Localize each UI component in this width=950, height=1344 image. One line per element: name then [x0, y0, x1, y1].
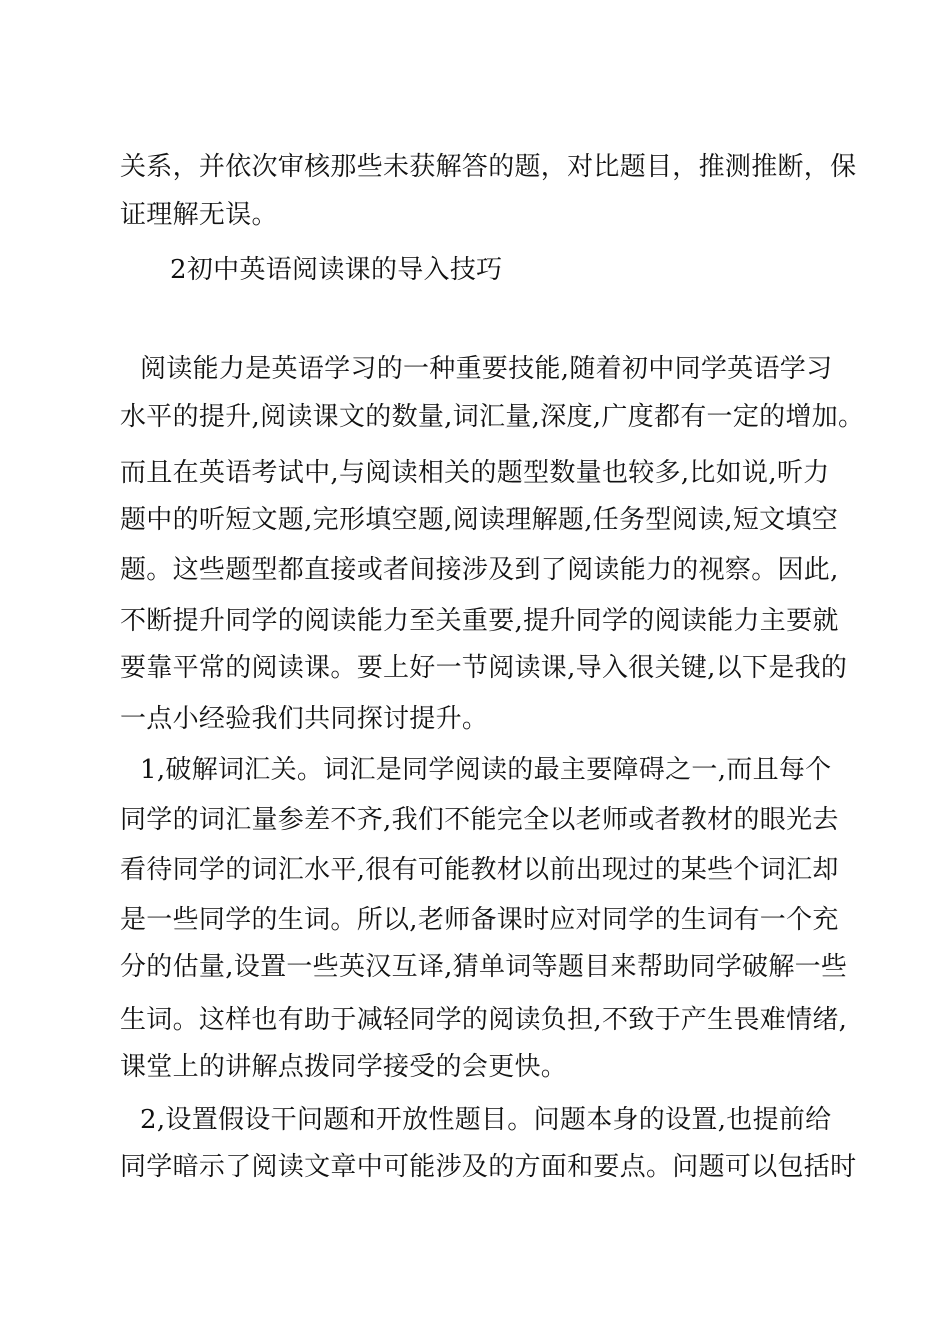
text-line: 1,破解词汇关。词汇是同学阅读的最主要障碍之一,而且每个 — [140, 755, 832, 785]
text-line: 题。这些题型都直接或者间接涉及到了阅读能力的视察。因此, — [120, 555, 839, 585]
text-line: 分的估量,设置一些英汉互译,猜单词等题目来帮助同学破解一些 — [120, 952, 848, 982]
text-line: 2,设置假设干问题和开放性题目。问题本身的设置,也提前给 — [140, 1105, 832, 1135]
text-line: 生词。这样也有助于减轻同学的阅读负担,不致于产生畏难情绪, — [120, 1005, 848, 1035]
text-line: 一点小经验我们共同探讨提升。 — [120, 704, 489, 734]
text-line: 看待同学的词汇水平,很有可能教材以前出现过的某些个词汇却 — [120, 855, 839, 885]
text-line: 证理解无误。 — [120, 200, 278, 230]
text-line: 关系，并依次审核那些未获解答的题，对比题目，推测推断，保 — [120, 152, 857, 182]
text-line: 题中的听短文题,完形填空题,阅读理解题,任务型阅读,短文填空 — [120, 505, 839, 535]
text-line: 阅读能力是英语学习的一种重要技能,随着初中同学英语学习 — [140, 354, 833, 384]
text-line: 同学的词汇量参差不齐,我们不能完全以老师或者教材的眼光去 — [120, 805, 839, 835]
text-line: 不断提升同学的阅读能力至关重要,提升同学的阅读能力主要就 — [120, 606, 839, 636]
text-line: 要靠平常的阅读课。要上好一节阅读课,导入很关键,以下是我的 — [120, 653, 848, 683]
text-line: 课堂上的讲解点拨同学接受的会更快。 — [120, 1052, 568, 1082]
text-line: 水平的提升,阅读课文的数量,词汇量,深度,广度都有一定的增加。 — [120, 402, 865, 432]
section-heading: 2初中英语阅读课的导入技巧 — [170, 255, 503, 285]
text-line: 而且在英语考试中,与阅读相关的题型数量也较多,比如说,听力 — [120, 458, 830, 488]
text-line: 同学暗示了阅读文章中可能涉及的方面和要点。问题可以包括时 — [120, 1152, 857, 1182]
text-line: 是一些同学的生词。所以,老师备课时应对同学的生词有一个充 — [120, 905, 839, 935]
